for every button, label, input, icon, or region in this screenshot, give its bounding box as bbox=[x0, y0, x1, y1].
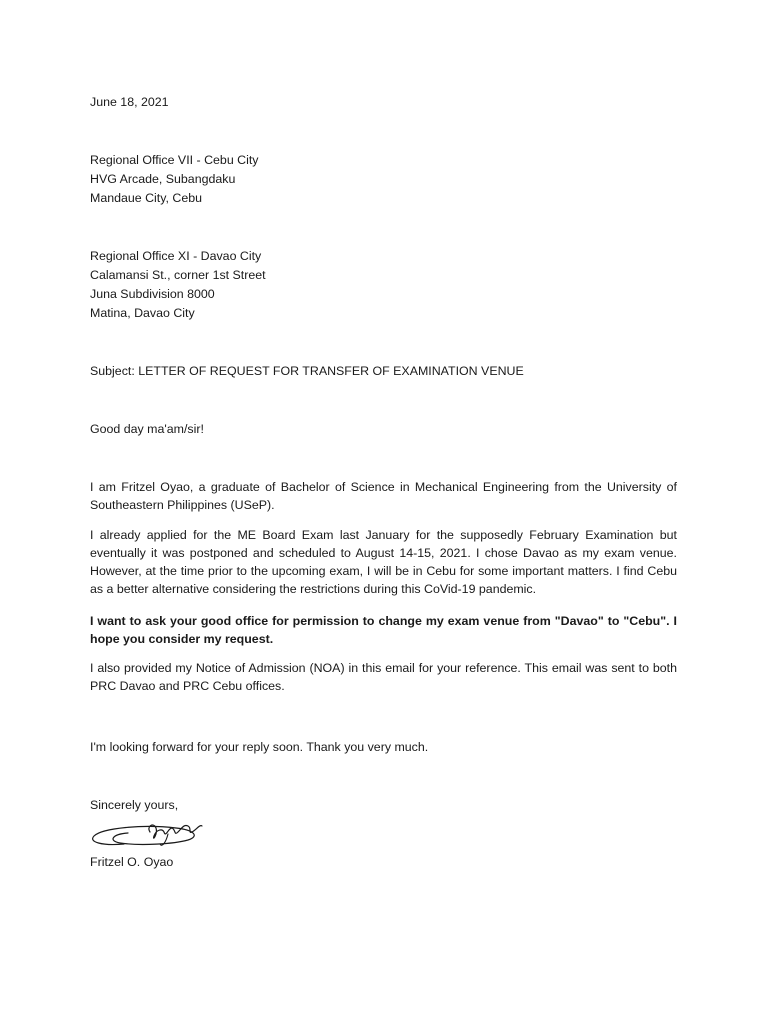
recipient-2-line-2: Calamansi St., corner 1st Street bbox=[90, 268, 266, 282]
signature-icon bbox=[84, 812, 208, 856]
letter-date: June 18, 2021 bbox=[90, 95, 169, 109]
paragraph-request: I want to ask your good office for permission to change my exam venue from "Davao" to "Cebu". I hope you consider my request. bbox=[90, 614, 677, 646]
greeting: Good day ma'am/sir! bbox=[90, 422, 204, 436]
recipient-1-line-3: Mandaue City, Cebu bbox=[90, 191, 203, 205]
paragraph-background: I already applied for the ME Board Exam last January for the supposedly February Examination but eventually it was postponed and scheduled to August 14-15, 2021. I chose Davao as my exam venue. However, at the time prior to the upcoming exam, I will be in Cebu for some important matters. I find Cebu as a better alternative considering the restrictions during this CoVid-19 pandemic. bbox=[90, 528, 677, 596]
closing-line: I'm looking forward for your reply soon. Thank you very much. bbox=[90, 740, 429, 754]
paragraph-attachment: I also provided my Notice of Admission (NOA) in this email for your reference. This email was sent to both PRC Davao and PRC Cebu offices. bbox=[90, 661, 677, 693]
recipient-2-line-3: Juna Subdivision 8000 bbox=[90, 287, 215, 301]
recipient-1-line-1: Regional Office VII - Cebu City bbox=[90, 153, 259, 167]
valediction: Sincerely yours, bbox=[90, 798, 179, 812]
signer-name: Fritzel O. Oyao bbox=[90, 855, 174, 869]
paragraph-intro: I am Fritzel Oyao, a graduate of Bachelor of Science in Mechanical Engineering from the University of Southeastern Philippines (USeP). bbox=[90, 480, 677, 512]
recipient-1-line-2: HVG Arcade, Subangdaku bbox=[90, 172, 236, 186]
recipient-2-line-1: Regional Office XI - Davao City bbox=[90, 249, 262, 263]
recipient-2-line-4: Matina, Davao City bbox=[90, 306, 195, 320]
subject-line: Subject: LETTER OF REQUEST FOR TRANSFER OF EXAMINATION VENUE bbox=[90, 364, 524, 378]
